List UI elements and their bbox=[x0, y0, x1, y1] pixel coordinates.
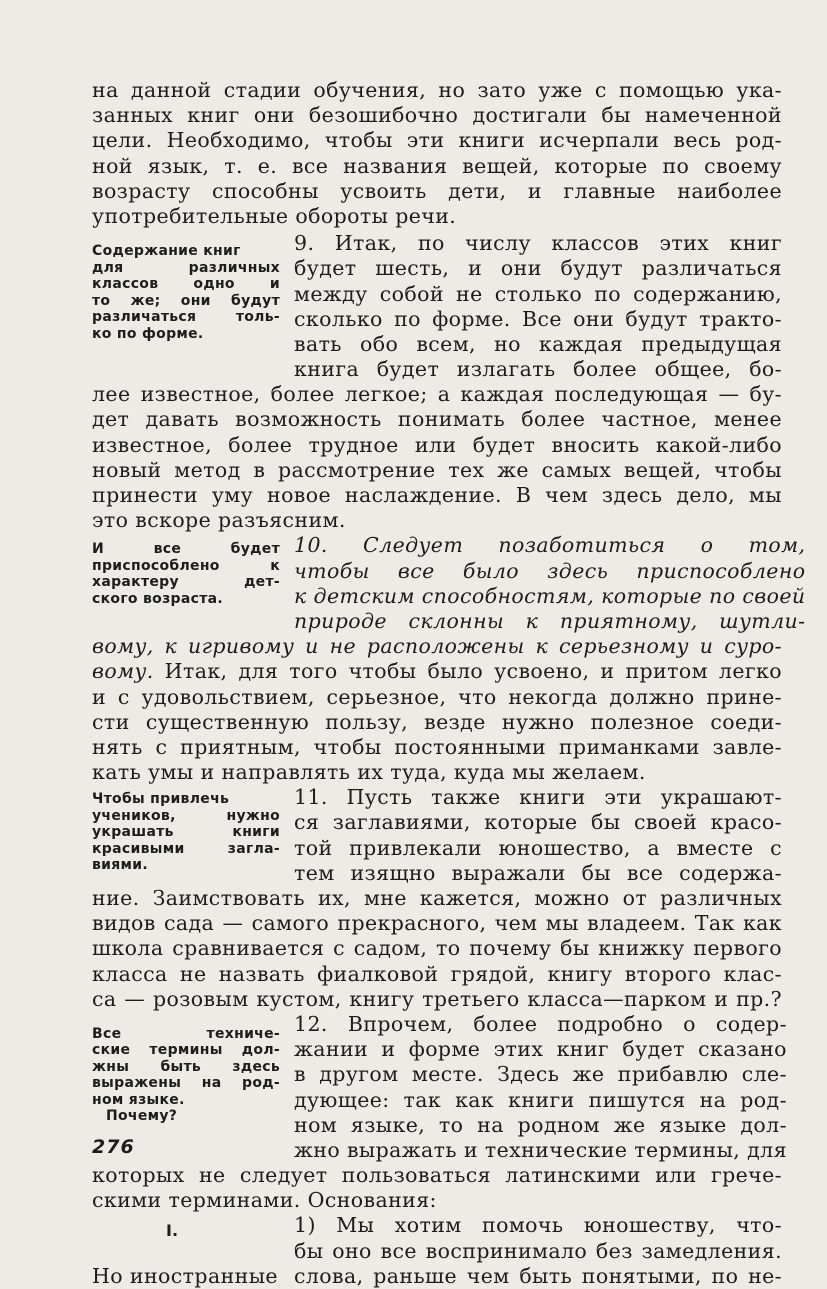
text-line: которых не следует пользоваться латинскими или грече- bbox=[92, 1163, 782, 1188]
text-line: тем изящно выражали бы все содержа- bbox=[294, 860, 782, 885]
note-line: то же; они будут bbox=[92, 292, 280, 309]
section-9-side-text bbox=[294, 231, 782, 382]
section-11-block bbox=[92, 785, 782, 886]
note-line: И все будет bbox=[92, 541, 280, 558]
section-9-block bbox=[92, 231, 782, 382]
note-line: учеников, нужно bbox=[92, 807, 280, 824]
note-line: жны быть здесь bbox=[92, 1058, 280, 1075]
point-1-block bbox=[92, 1213, 782, 1263]
text-line: дующее: так как книги пишутся на род- bbox=[294, 1087, 787, 1112]
text-line: 1) Мы хотим помочь юношеству, что- bbox=[294, 1213, 782, 1238]
section-10-block bbox=[92, 533, 806, 634]
text-line: скими терминами. Основания: bbox=[92, 1188, 437, 1213]
section-10-side-text bbox=[294, 533, 805, 634]
text-line: класса не назвать фиалковой грядой, книгу второго клас- bbox=[92, 961, 782, 986]
text-line: известное, более трудное или будет вносить какой-либо bbox=[92, 432, 782, 457]
text-line: вать обо всем, но каждая предыдущая bbox=[294, 331, 782, 356]
note-line: виями. bbox=[92, 857, 149, 874]
section-10-full-text bbox=[92, 634, 782, 785]
section-11-full-text bbox=[92, 886, 782, 1012]
text-line: к детским способностям, которые по своей bbox=[294, 583, 806, 608]
text-line: слова, раньше чем быть понятыми, по не- bbox=[294, 1263, 782, 1288]
margin-note-10 bbox=[92, 533, 280, 634]
text-line: это вскоре разъясним. bbox=[92, 508, 346, 533]
section-12-side-text bbox=[294, 1012, 787, 1163]
text-line: са — розовым кустом, книгу третьего класса—парком и пр.? bbox=[92, 986, 782, 1011]
note-line: классов одно и bbox=[92, 276, 280, 293]
intro-paragraph bbox=[92, 78, 782, 229]
text-line: 9. Итак, по числу классов этих книг bbox=[294, 231, 782, 256]
section-9-full-text bbox=[92, 382, 782, 533]
text-line: употребительные обороты речи. bbox=[92, 203, 457, 228]
margin-note-9 bbox=[92, 231, 280, 382]
text-line: ной язык, т. е. все названия вещей, которые по своему bbox=[92, 153, 782, 178]
text-line: в другом месте. Здесь же прибавлю сле- bbox=[294, 1062, 787, 1087]
note-line: красивыми загла- bbox=[92, 840, 280, 857]
section-12-block bbox=[92, 1011, 787, 1163]
text-line bbox=[92, 659, 782, 684]
italic-fragment: вому. bbox=[92, 659, 154, 684]
text-line: новый метод в рассмотрение тех же самых вещей, чтобы bbox=[92, 457, 782, 482]
text-line: нять с приятным, чтобы постоянными приманками завле- bbox=[92, 734, 782, 759]
margin-note-11 bbox=[92, 785, 280, 886]
note-line: приспособлено к bbox=[92, 557, 280, 574]
text-line: ном языке, то на родном же языке дол- bbox=[294, 1112, 787, 1137]
text-line: дет давать возможность понимать более частное, менее bbox=[92, 407, 782, 432]
note-line: Почему? bbox=[106, 1108, 178, 1125]
text-line: 11. Пусть также книги эти украшают- bbox=[294, 785, 782, 810]
text-line: видов сада — самого прекрасного, чем мы владеем. Так как bbox=[92, 911, 782, 936]
text-line: 12. Впрочем, более подробно о содер- bbox=[294, 1011, 787, 1036]
note-line: характеру дет- bbox=[92, 574, 280, 591]
note-line: для различных bbox=[92, 259, 280, 276]
text-line: лее известное, более легкое; а каждая последующая — бу- bbox=[92, 382, 782, 407]
text-line: вому, к игривому и не расположены к серьезному и суро- bbox=[92, 634, 782, 659]
text-line: занных книг они безошибочно достигали бы намеченной bbox=[92, 103, 782, 128]
text-line: и с удовольствием, серьезное, что некогда должно прине- bbox=[92, 684, 782, 709]
text-line: книга будет излагать более общее, бо- bbox=[294, 357, 782, 382]
text-line: ние. Заимствовать их, мне кажется, можно от различных bbox=[92, 886, 782, 910]
text-line: жании и форме этих книг будет сказано bbox=[294, 1037, 787, 1062]
text-line: сти существенную пользу, везде нужно полезное соеди- bbox=[92, 709, 782, 734]
text-line: ся заглавиями, которые бы своей красо- bbox=[294, 810, 782, 835]
text-line: будет шесть, и они будут различаться bbox=[294, 256, 782, 281]
note-line: ко по форме. bbox=[92, 325, 204, 342]
note-line: ном языке. bbox=[92, 1091, 185, 1108]
text-line: природе склонны к приятному, шутли- bbox=[294, 608, 806, 633]
section-11-side-text bbox=[294, 785, 782, 886]
point-1-continuation bbox=[92, 1264, 782, 1289]
text-line: на данной стадии обучения, но зато уже с помощью ука- bbox=[92, 78, 782, 102]
note-line: различаться толь- bbox=[92, 309, 280, 326]
section-12-full-text bbox=[92, 1163, 782, 1213]
text-line: между собой не столько по содержанию, bbox=[294, 281, 782, 306]
note-line: Чтобы привлечь bbox=[92, 791, 230, 808]
text-line: чтобы все было здесь приспособлено bbox=[294, 558, 806, 583]
page-number: 276 bbox=[92, 1136, 135, 1158]
text-line: школа сравнивается с садом, то почему бы книжку первого bbox=[92, 936, 782, 961]
text-fragment: Итак, для того чтобы было усвоено, и притом легко bbox=[153, 659, 782, 684]
note-line: украшать книги bbox=[92, 824, 280, 841]
text-line: сколько по форме. Все они будут тракто- bbox=[294, 306, 782, 331]
note-line: Содержание книг bbox=[92, 243, 241, 260]
text-line: 10. Следует позаботиться о том, bbox=[294, 533, 806, 558]
note-line: ские термины дол- bbox=[92, 1042, 280, 1059]
text-line: жно выражать и технические термины, для bbox=[294, 1137, 787, 1162]
point-1-side-text bbox=[294, 1213, 782, 1263]
note-line: выражены на род- bbox=[92, 1075, 280, 1092]
text-line: цели. Необходимо, чтобы эти книги исчерпали весь род- bbox=[92, 128, 782, 153]
note-line: ского возраста. bbox=[92, 590, 223, 607]
text-line: возрасту способны усвоить дети, и главные наиболее bbox=[92, 178, 782, 203]
note-line: Все техниче- bbox=[92, 1025, 280, 1042]
text-line: принести уму новое наслаждение. В чем здесь дело, мы bbox=[92, 483, 782, 507]
page-body bbox=[92, 78, 806, 1288]
text-line: кать умы и направлять их туда, куда мы желаем. bbox=[92, 760, 646, 785]
text-line: той привлекали юношество, а вместе с bbox=[294, 835, 782, 860]
text-line: бы оно все воспринимало без замедления. bbox=[294, 1238, 782, 1263]
text-line: Но иностранные bbox=[92, 1263, 278, 1288]
roman-numeral-marker: I. bbox=[166, 1221, 179, 1241]
